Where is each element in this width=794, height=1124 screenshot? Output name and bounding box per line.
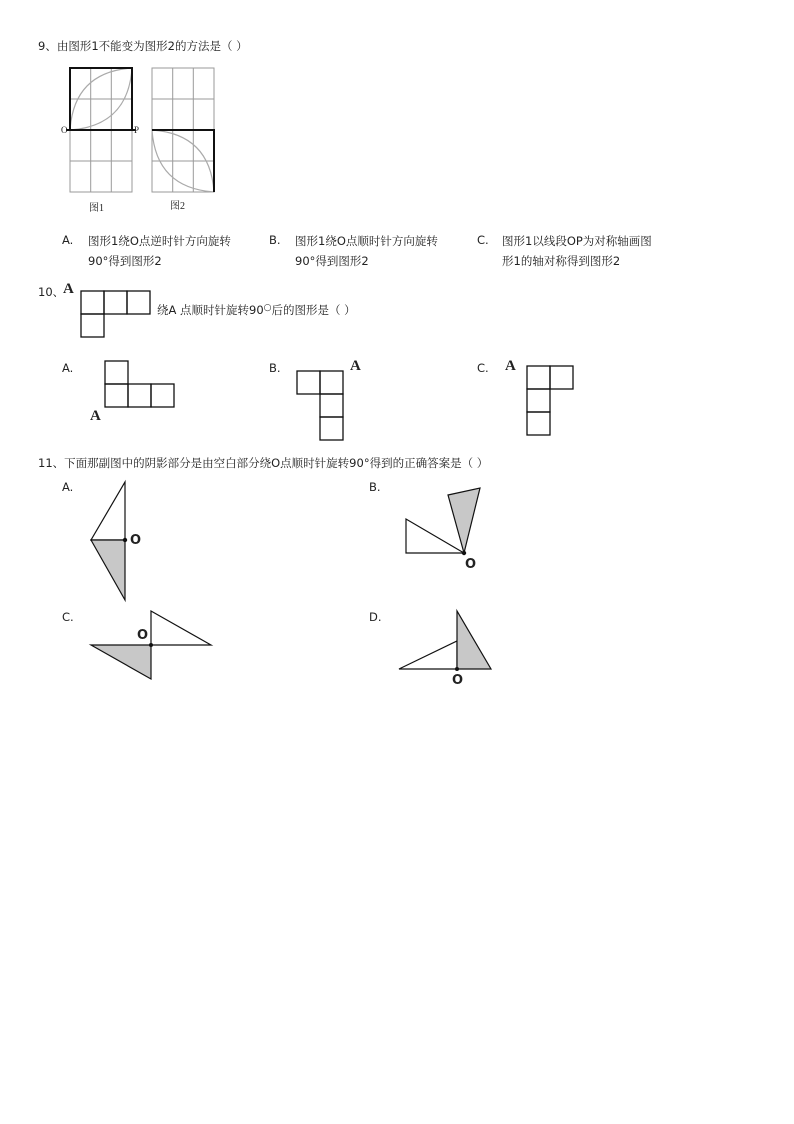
q10-option-b-anchor: A — [350, 358, 361, 374]
q9-option-b-line2[interactable]: 90°得到图形2 — [295, 254, 369, 268]
q9-option-b-line1[interactable]: 图形1绕O点顺时针方向旋转 — [295, 234, 438, 248]
q10-option-a-letter[interactable]: A. — [62, 361, 74, 375]
q11-option-a-figure[interactable] — [85, 478, 155, 608]
q9-point-p: P — [134, 125, 140, 135]
q9-option-c-letter[interactable]: C. — [477, 233, 489, 247]
q11-option-b-figure[interactable] — [400, 483, 490, 563]
q10-stem — [157, 302, 356, 318]
q10-option-a-anchor: A — [90, 408, 101, 424]
q11-option-d-figure[interactable] — [393, 605, 498, 675]
q10-option-c-shape[interactable] — [526, 365, 576, 437]
q9-stem: 9、由图形1不能变为图形2的方法是（ ） — [38, 39, 248, 53]
q10-option-a-shape[interactable] — [104, 360, 176, 410]
q9-option-a-line1[interactable]: 图形1绕O点逆时针方向旋转 — [88, 234, 231, 248]
q9-figure-2 — [142, 66, 232, 216]
q9-figure-1 — [60, 66, 150, 216]
q11-option-b-letter[interactable]: B. — [369, 480, 381, 494]
q10-degree-mark: ○ — [263, 303, 272, 313]
q9-option-a-letter[interactable]: A. — [62, 233, 74, 247]
q9-option-a-line2[interactable]: 90°得到图形2 — [88, 254, 162, 268]
q11-option-a-point: O — [130, 533, 142, 548]
q11-option-b-point: O — [465, 557, 477, 572]
q10-original-shape — [80, 290, 152, 340]
q10-number: 10、 — [38, 285, 65, 299]
q10-option-b-shape[interactable] — [296, 370, 346, 442]
q11-option-a-letter[interactable]: A. — [62, 480, 74, 494]
q9-fig2-caption: 图2 — [170, 201, 185, 212]
q9-option-c-line2[interactable]: 形1的轴对称得到图形2 — [502, 254, 621, 268]
q9-fig1-caption: 图1 — [89, 203, 104, 214]
q11-option-d-letter[interactable]: D. — [369, 610, 382, 624]
q11-option-c-letter[interactable]: C. — [62, 610, 74, 624]
q10-anchor-label: A — [63, 281, 74, 297]
q11-option-d-point: O — [452, 673, 464, 688]
q10-stem-text: 绕A 点顺时针旋转90 — [157, 303, 264, 317]
q10-stem-tail: 后的图形是（ ） — [271, 303, 356, 317]
q10-option-b-letter[interactable]: B. — [269, 361, 281, 375]
q10-option-c-letter[interactable]: C. — [477, 361, 489, 375]
q10-option-c-anchor: A — [505, 358, 516, 374]
q11-option-c-figure[interactable] — [85, 605, 220, 685]
q9-option-b-letter[interactable]: B. — [269, 233, 281, 247]
q11-option-c-point: O — [137, 628, 149, 643]
q11-stem: 11、下面那副图中的阴影部分是由空白部分绕O点顺时针旋转90°得到的正确答案是（ ） — [38, 456, 489, 470]
q9-point-o: O — [61, 125, 68, 135]
q9-option-c-line1[interactable]: 图形1以线段OP为对称轴画图 — [502, 234, 652, 248]
